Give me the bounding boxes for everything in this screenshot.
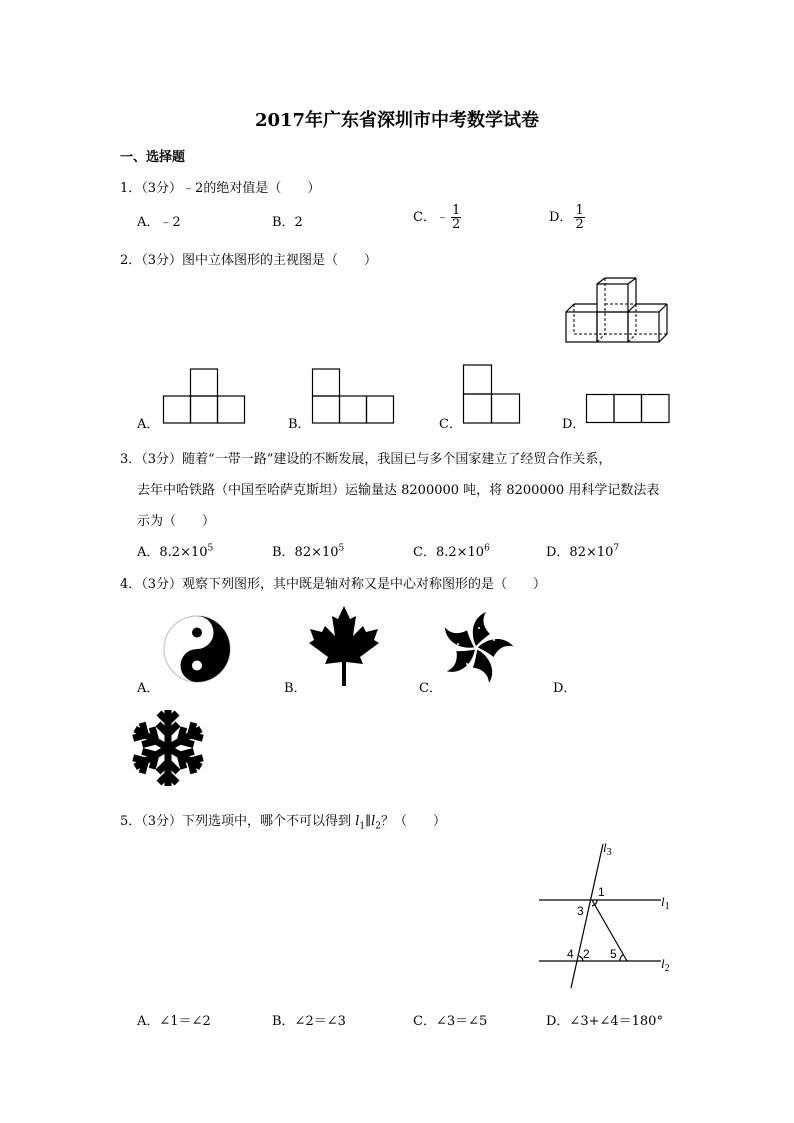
q5-option-b: B．∠2＝∠3 <box>272 1014 346 1029</box>
q2-option-b-figure <box>312 368 395 424</box>
q2-option-a-label: A． <box>137 417 160 432</box>
fraction-numerator: 1 <box>575 203 584 218</box>
q2-option-d-label: D． <box>562 417 586 432</box>
q4-option-a-label: A． <box>137 681 160 696</box>
option-exponent: 6 <box>484 543 490 554</box>
snowflake-icon <box>124 707 212 789</box>
option-exponent: 5 <box>207 543 214 554</box>
label-l3: $l_3$ <box>603 840 612 858</box>
q3-line-2: 去年中哈铁路（中国至哈萨克斯坦）运输量达 8200000 吨，将 8200000 用科学记数法表 <box>137 483 660 498</box>
q5-stem <box>120 810 446 832</box>
q3-option-a <box>137 541 213 560</box>
q4-stem: 4．（3分）观察下列图形，其中既是轴对称又是中心对称图形的是（ ） <box>120 577 547 592</box>
q2-option-a-figure <box>163 368 246 424</box>
section-heading: 一、选择题 <box>120 150 186 165</box>
q1-option-d-fraction <box>574 204 584 231</box>
label-l2: $l_2$ <box>661 956 670 974</box>
q3-option-c <box>413 541 490 560</box>
page-title: 2017年广东省深圳市中考数学试卷 <box>254 110 540 131</box>
q5-option-c: C．∠3＝∠5 <box>413 1014 488 1029</box>
q5-option-d: D．∠3+∠4＝180° <box>546 1014 663 1029</box>
angle-label-2: 2 <box>583 947 590 961</box>
angle-label-5: 5 <box>610 947 617 961</box>
q3-line-3: 示为（ ） <box>137 514 216 529</box>
angle-label-4: 4 <box>567 947 574 961</box>
q3-line-1: 3．（3分）随着“一带一路”建设的不断发展，我国已与多个国家建立了经贸合作关系， <box>120 452 612 467</box>
q2-stem: 2．（3分）图中立体图形的主视图是（ ） <box>120 253 378 268</box>
q2-solid-figure <box>560 278 672 346</box>
fraction-denominator: 2 <box>575 217 584 232</box>
option-exponent: 5 <box>338 543 345 554</box>
parallel-symbol: ∥ <box>365 814 372 829</box>
q1-option-d-prefix: D． <box>549 210 573 225</box>
q5-stem-prefix: 5．（3分）下列选项中，哪个不可以得到 <box>120 814 356 829</box>
q4-option-d-label: D． <box>553 681 577 696</box>
q1-stem: 1．（3分）﹣2的绝对值是（ ） <box>120 181 321 196</box>
line-symbol: l <box>355 814 360 829</box>
q3-option-b <box>272 541 344 560</box>
option-base: B．82×10 <box>272 545 339 560</box>
q1-option-c <box>413 204 461 231</box>
q2-option-b-label: B． <box>288 417 311 432</box>
q2-option-c-label: C． <box>439 417 462 432</box>
q1-option-c-fraction <box>451 204 461 231</box>
label-l1: $l_1$ <box>661 894 670 912</box>
option-base: D．82×10 <box>546 545 614 560</box>
maple-leaf-icon <box>308 606 380 686</box>
line-subscript: 1 <box>359 821 366 832</box>
option-base: C．8.2×10 <box>413 545 485 560</box>
fraction-denominator: 2 <box>451 217 461 232</box>
q1-option-d <box>549 204 585 231</box>
taiji-icon <box>162 614 232 684</box>
angle-label-3: 3 <box>577 904 584 918</box>
option-base: A．8.2×10 <box>137 545 208 560</box>
q4-option-b-label: B． <box>284 681 307 696</box>
bauhinia-flower-icon <box>438 610 514 686</box>
q4-option-c-label: C． <box>419 681 442 696</box>
line-symbol: l <box>371 814 376 829</box>
q1-option-c-prefix: C．﹣ <box>413 210 449 225</box>
q5-option-a: A．∠1＝∠2 <box>137 1014 211 1029</box>
q3-option-d <box>546 541 619 560</box>
option-exponent: 7 <box>613 543 620 554</box>
q2-option-c-figure <box>463 364 521 424</box>
q2-option-d-figure <box>586 394 670 424</box>
q5-parallel-lines-figure <box>535 840 685 992</box>
line-subscript: 2 <box>375 821 382 832</box>
angle-label-1: 1 <box>598 885 605 899</box>
q5-stem-suffix: ？（ ） <box>381 814 447 829</box>
fraction-numerator: 1 <box>451 203 461 218</box>
q1-option-a: A．﹣2 <box>137 215 181 230</box>
q1-option-b: B．2 <box>272 215 303 230</box>
